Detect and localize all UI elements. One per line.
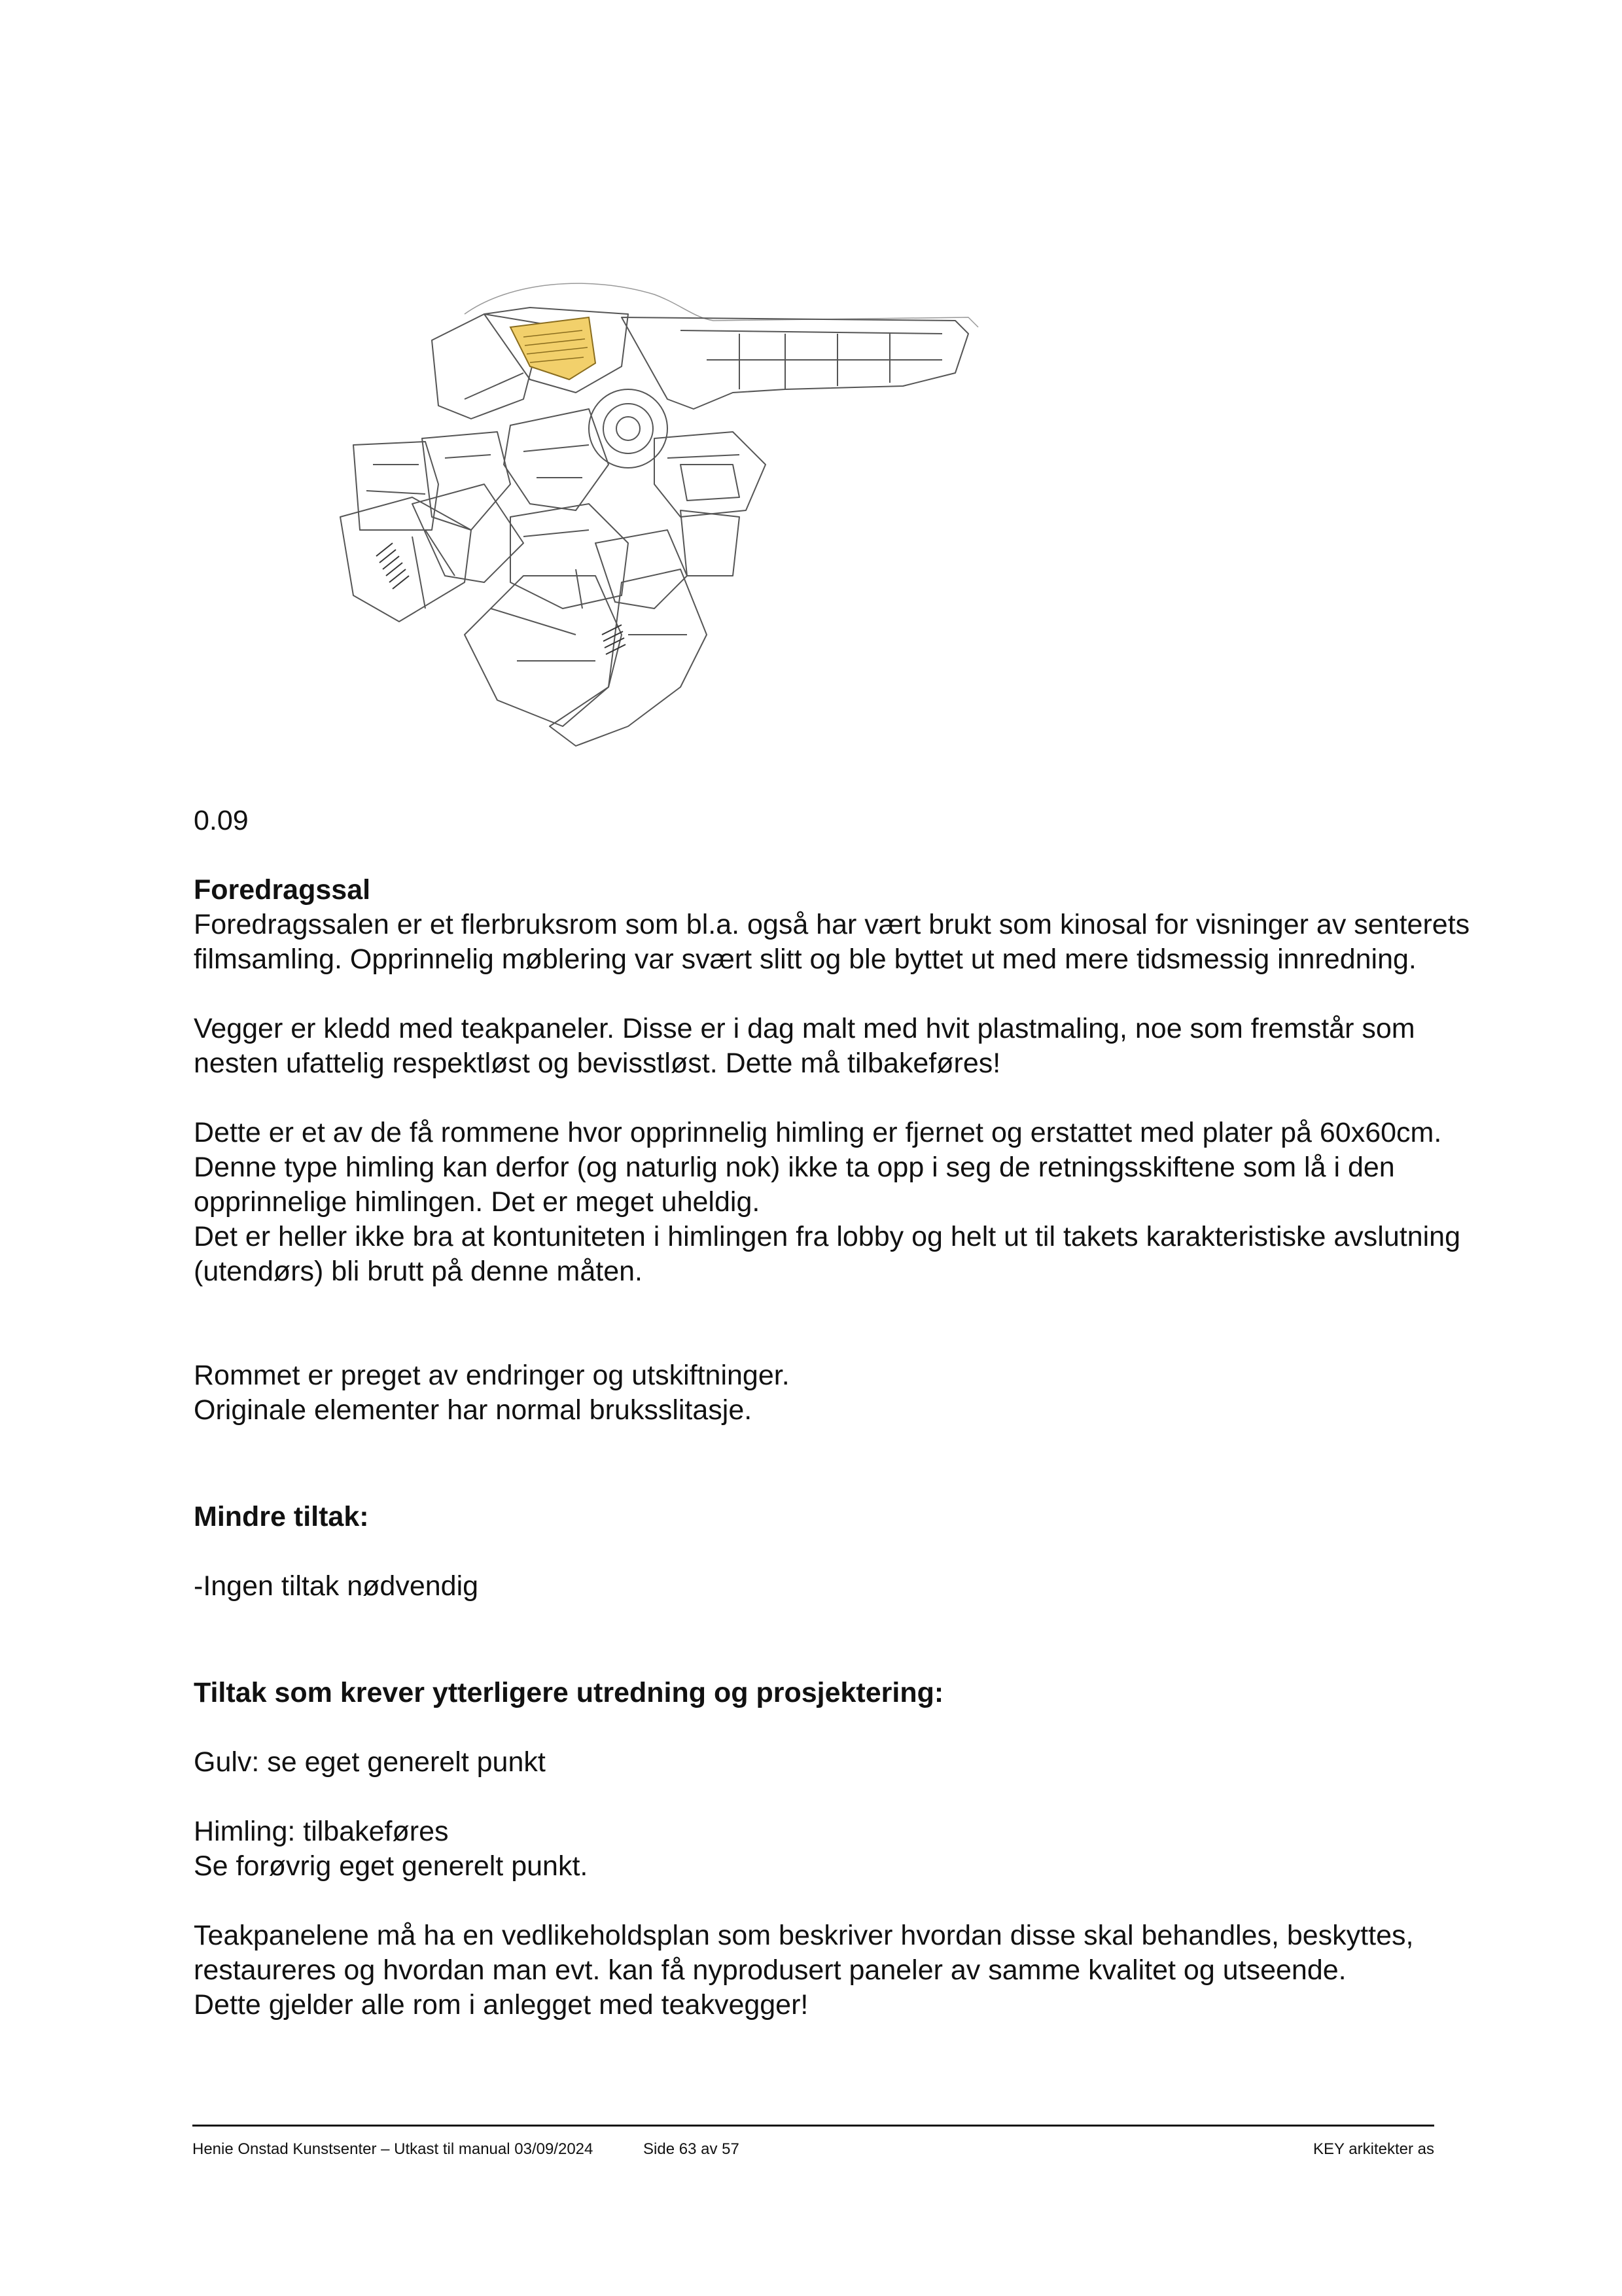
floor-plan	[314, 268, 995, 766]
ceiling-measure: Himling: tilbakeføres	[194, 1816, 449, 1847]
floor-measure: Gulv: se eget generelt punkt	[194, 1746, 546, 1778]
section-number: 0.09	[194, 805, 249, 836]
further-measures-heading: Tiltak som krever ytterligere utredning og prosjektering:	[194, 1677, 944, 1708]
footer-page-number: Side 63 av 57	[643, 2140, 739, 2158]
ceiling-note: Se forøvrig eget generelt punkt.	[194, 1850, 588, 1882]
paragraph-walls: Vegger er kledd med teakpaneler. Disse er i dag malt med hvit plastmaling, noe som fremstår som nesten ufattelig respektløst og bevisstløst. Dette må tilbakeføres!	[194, 1013, 1415, 1079]
teak-plan-note: Dette gjelder alle rom i anlegget med teakvegger!	[194, 1989, 809, 2021]
section-title: Foredragssal	[194, 874, 371, 906]
footer-document-title: Henie Onstad Kunstsenter – Utkast til manual 03/09/2024	[192, 2140, 593, 2158]
paragraph-intro: Foredragssalen er et flerbruksrom som bl.a. også har vært brukt som kinosal for visninger av senterets filmsamling. Opprinnelig møblering var svært slitt og ble byttet ut med mere tidsmessig innredning.	[194, 909, 1470, 975]
footer-left	[192, 2140, 739, 2159]
minor-measures-item: -Ingen tiltak nødvendig	[194, 1570, 479, 1602]
paragraph-ceiling: Dette er et av de få rommene hvor opprinnelig himling er fjernet og erstattet med plater på 60x60cm. Denne type himling kan derfor (og naturlig nok) ikke ta opp i seg de retningsskiftene som lå i den opprinnelige himlingen. Det er meget uheldig.	[194, 1117, 1442, 1218]
minor-measures-heading: Mindre tiltak:	[194, 1501, 369, 1532]
document-body	[194, 804, 1476, 2022]
page-footer	[192, 2125, 1434, 2159]
floor-plan-drawing	[314, 268, 995, 766]
footer-company: KEY arkitekter as	[1313, 2140, 1434, 2158]
paragraph-continuity: Det er heller ikke bra at kontuniteten i himlingen fra lobby og helt ut til takets karakteristiske avslutning (utendørs) bli brutt på denne måten.	[194, 1221, 1460, 1287]
paragraph-condition-changes: Rommet er preget av endringer og utskiftninger.	[194, 1360, 790, 1391]
paragraph-condition-wear: Originale elementer har normal bruksslitasje.	[194, 1394, 752, 1426]
teak-plan-text: Teakpanelene må ha en vedlikeholdsplan som beskriver hvordan disse skal behandles, beskyttes, restaureres og hvordan man evt. kan få nyprodusert paneler av samme kvalitet og utseende.	[194, 1920, 1414, 1986]
